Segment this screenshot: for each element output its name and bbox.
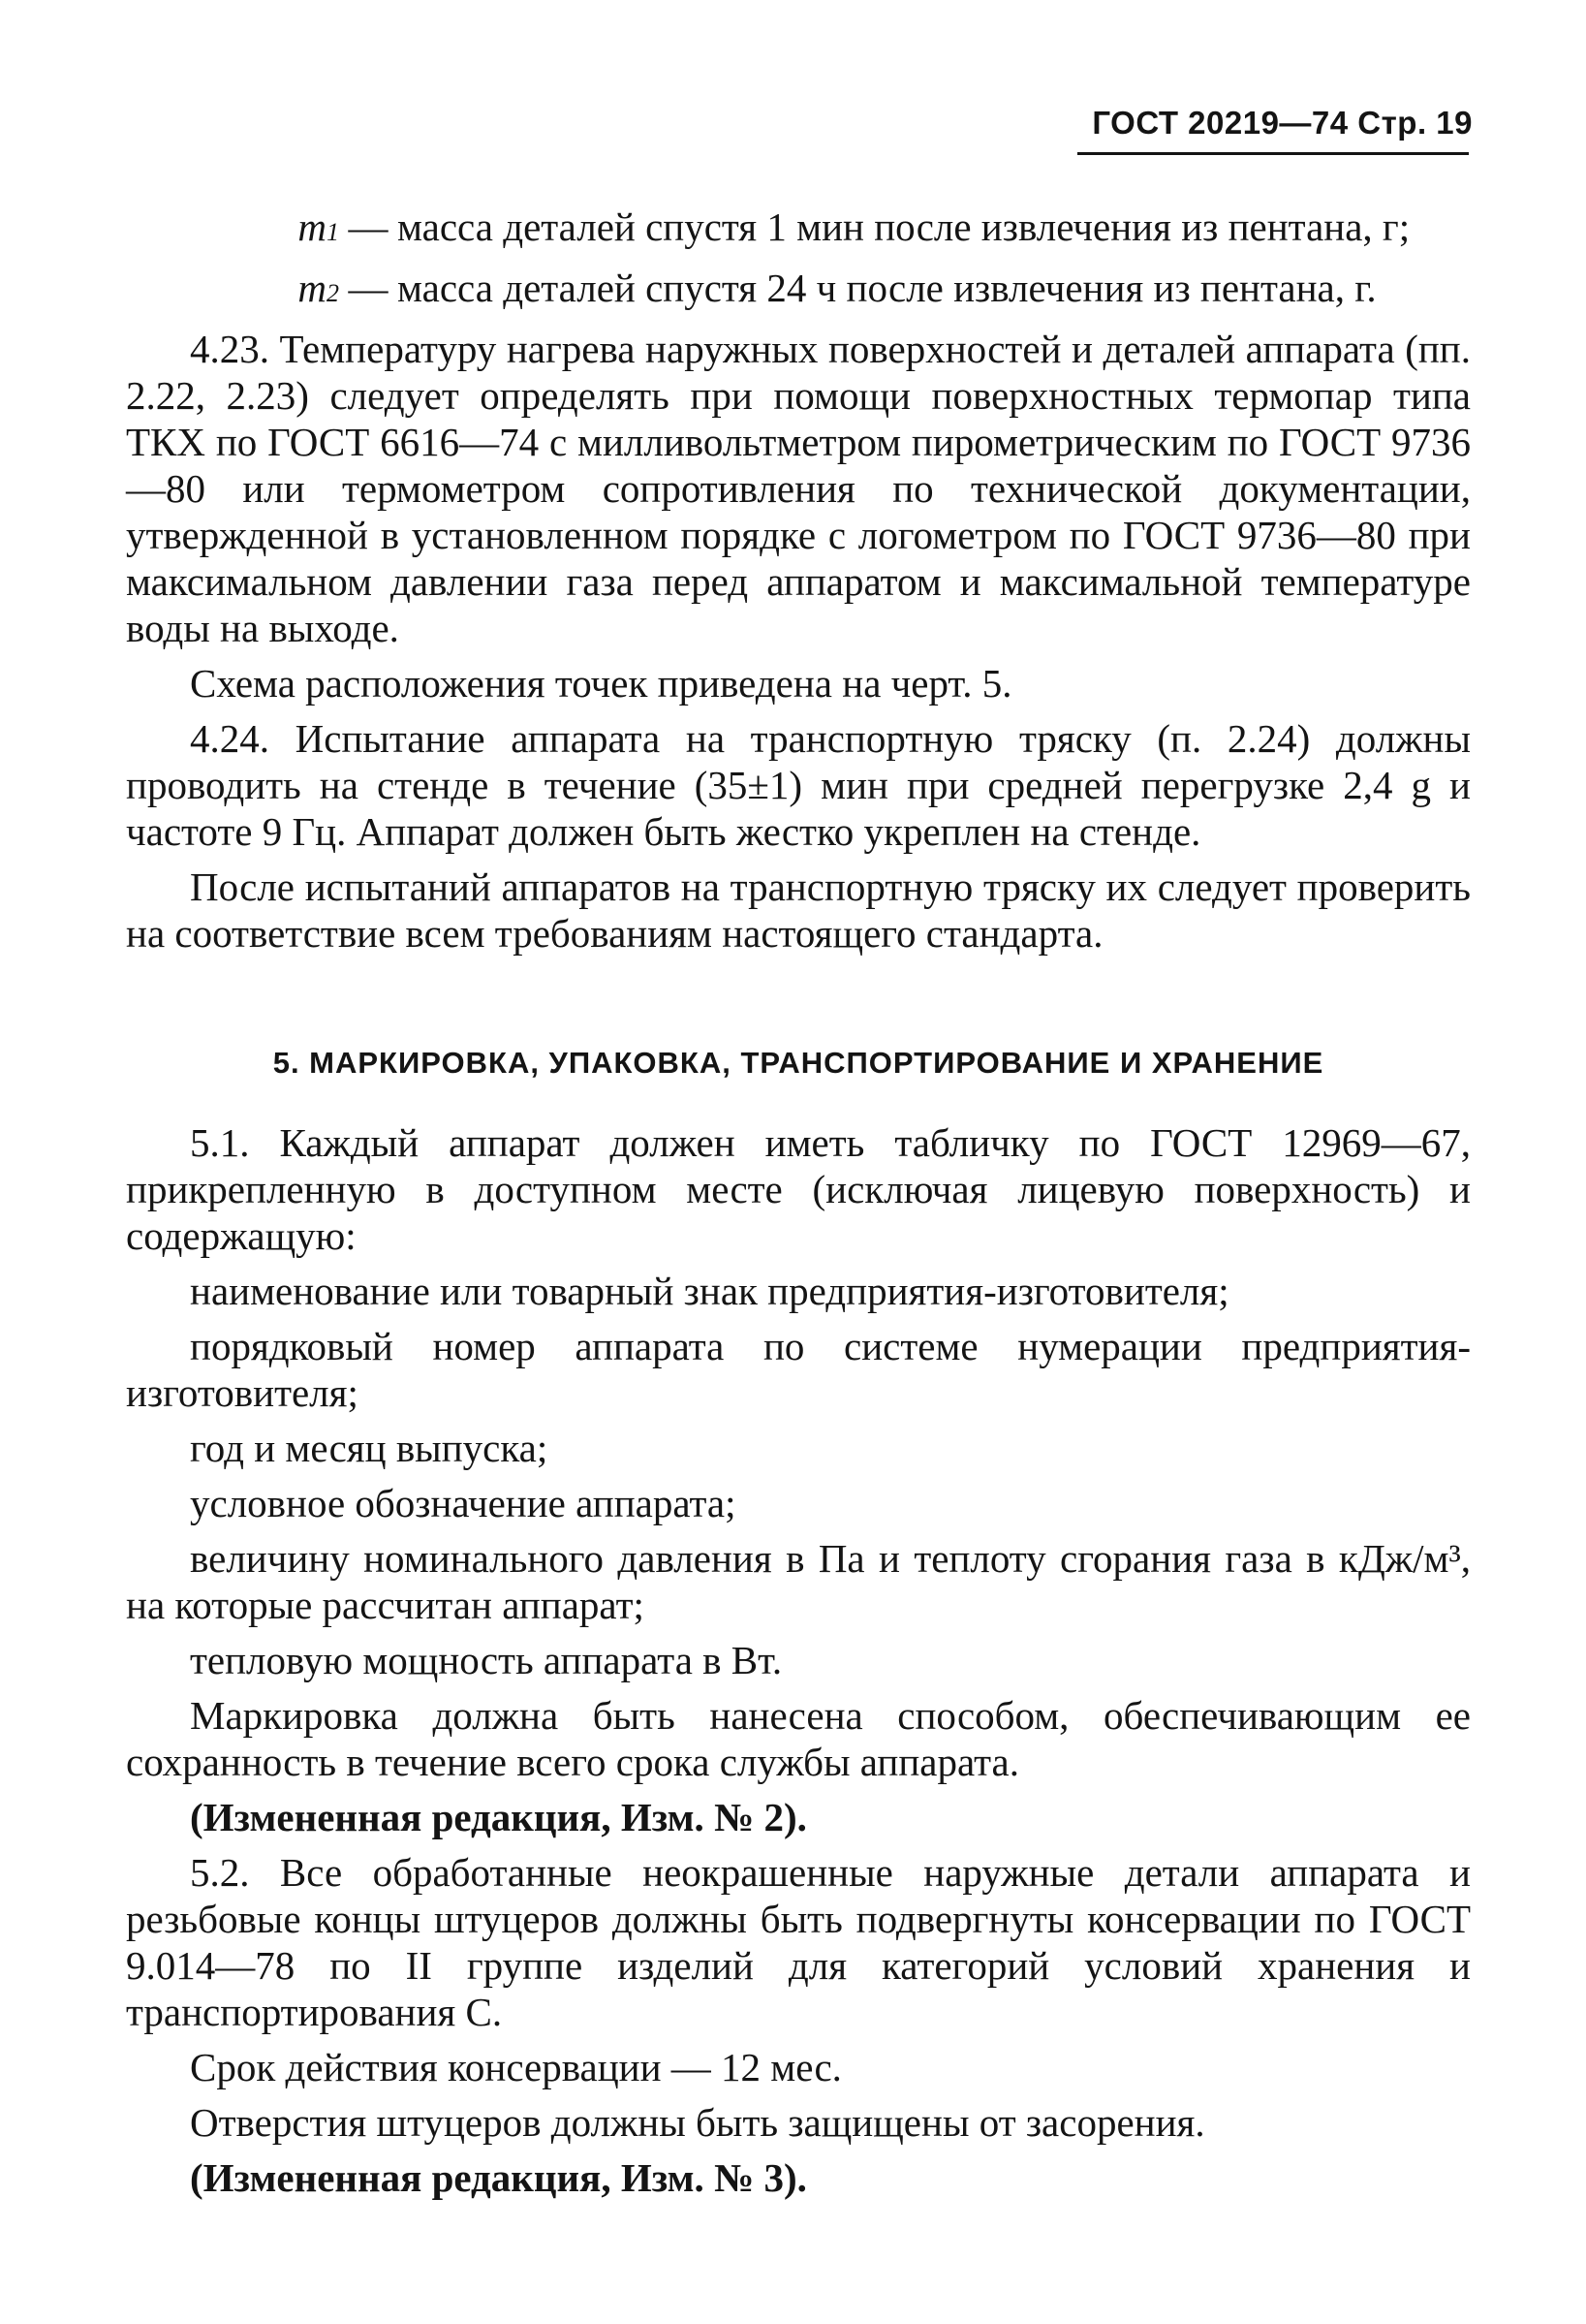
list-item-pressure: величину номинального давления в Па и теплоту сгорания газа в кДж/м³, на которые рассчитан аппарат; (126, 1536, 1471, 1627)
paragraph-4-23: 4.23. Температуру нагрева наружных поверхностей и деталей аппарата (пп. 2.22, 2.23) следует определять при помощи поверхностных термопар типа ТКХ по ГОСТ 6616—74 с милливольтметром пирометрическим по ГОСТ 9736—80 или термометром сопротивления по технической документации, утвержденной в установленном порядке с логометром по ГОСТ 9736—80 при максимальном давлении газа перед аппаратом и максимальной температуре воды на выходе. (126, 327, 1471, 650)
paragraph-openings: Отверстия штуцеров должны быть защищены от засорения. (190, 2100, 1205, 2145)
header-rule (1077, 152, 1469, 155)
paragraph-5-2: 5.2. Все обработанные неокрашенные наружные детали аппарата и резьбовые концы штуцеров должны быть подвергнуты консервации по ГОСТ 9.014—78 по II группе изделий для категорий условий хранения и транспортирования С. (126, 1850, 1471, 2034)
symbol-m1: m1 (297, 204, 339, 249)
symbol-dash: — (348, 204, 389, 249)
document-body (126, 204, 1471, 2201)
symbol-dash: — (348, 266, 389, 310)
paragraph-after-tests: После испытаний аппаратов на транспортную тряску их следует проверить на соответствие всем требованиям настоящего стандарта. (126, 864, 1471, 956)
symbol-m2: m2 (297, 266, 339, 310)
list-item-designation: условное обозначение аппарата; (190, 1481, 736, 1525)
symbol-definition-m1 (219, 204, 1471, 256)
amendment-note-3: (Измененная редакция, Изм. № 3). (190, 2155, 807, 2200)
symbol-m2-description: масса деталей спустя 24 ч после извлечения из пентана, г. (397, 266, 1377, 310)
list-item-name: наименование или товарный знак предприятия-изготовителя; (190, 1269, 1229, 1313)
list-item-serial-number: порядковый номер аппарата по системе нумерации предприятия-изготовителя; (126, 1324, 1471, 1415)
section-heading: 5. МАРКИРОВКА, УПАКОВКА, ТРАНСПОРТИРОВАНИЕ И ХРАНЕНИЕ (272, 1046, 1324, 1080)
paragraph-4-24: 4.24. Испытание аппарата на транспортную тряску (п. 2.24) должны проводить на стенде в течение (35±1) мин при средней перегрузке 2,4 g и частоте 9 Гц. Аппарат должен быть жестко укреплен на стенде. (126, 716, 1471, 854)
paragraph-marking: Маркировка должна быть нанесена способом, обеспечивающим ее сохранность в течение всего срока службы аппарата. (126, 1693, 1471, 1784)
symbol-m1-description: масса деталей спустя 1 мин после извлечения из пентана, г; (397, 204, 1411, 249)
symbol-definition-m2 (219, 265, 1471, 317)
paragraph-conservation-term: Срок действия консервации — 12 мес. (190, 2045, 842, 2089)
paragraph-5-1: 5.1. Каждый аппарат должен иметь табличку по ГОСТ 12969—67, прикрепленную в доступном месте (исключая лицевую поверхность) и содержащую: (126, 1120, 1471, 1258)
amendment-note-2: (Измененная редакция, Изм. № 2). (190, 1795, 807, 1839)
paragraph-scheme-reference: Схема расположения точек приведена на черт. 5. (190, 661, 1012, 706)
list-item-power: тепловую мощность аппарата в Вт. (190, 1638, 783, 1682)
list-item-production-date: год и месяц выпуска; (190, 1426, 548, 1470)
running-header: ГОСТ 20219—74 Стр. 19 (1092, 105, 1473, 141)
